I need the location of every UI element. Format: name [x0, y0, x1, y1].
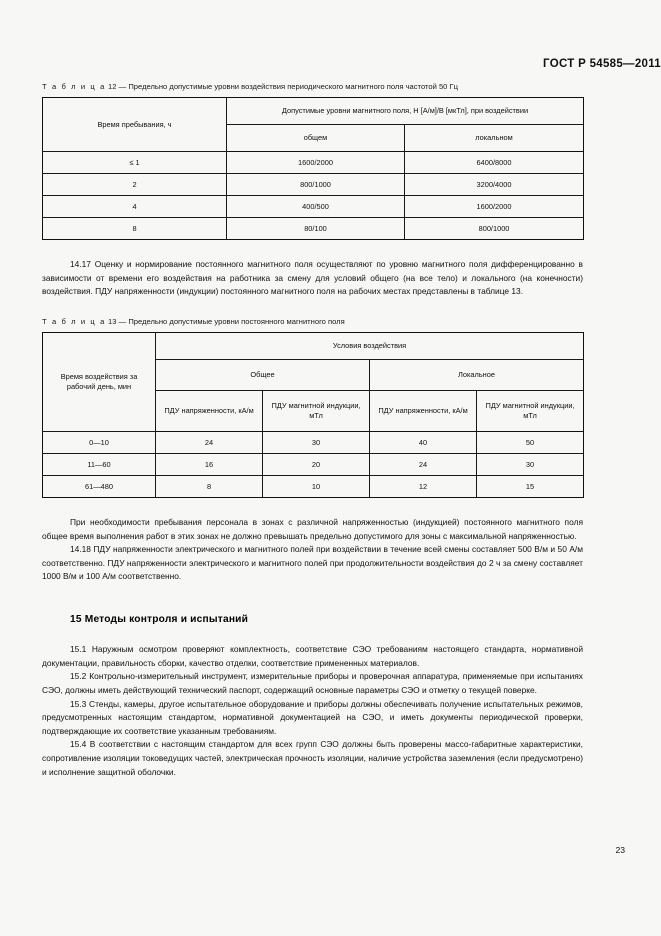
table-row: [43, 174, 584, 196]
table-13-cell-time: 61—480: [43, 476, 156, 498]
paragraph-15-4: 15.4 В соответствии с настоящим стандартом для всех групп СЭО должны быть проверены массо-габаритные характеристики, сопротивление изоляции токоведущих частей, электрическая прочность изоляции, наличие устройства заземления (если предусмотрено) и исполнение защитной оболочки.: [42, 739, 583, 777]
table-12-cell-general: 80/100: [227, 218, 405, 240]
table-12-subheader-local: локальном: [405, 125, 584, 152]
table-12-col-levels-header: Допустимые уровни магнитного поля, Н [А/м]/В [мкТл], при воздействии: [227, 98, 584, 125]
table-row: [43, 218, 584, 240]
table-12-header-row-1: [43, 98, 584, 125]
table-13-col-conditions-header: Условия воздействия: [156, 333, 584, 360]
table-13-subheader-general-induction: ПДУ магнитной индукции, мТл: [263, 391, 370, 432]
table-12-caption: [42, 82, 583, 91]
table-12-caption-number: 12: [108, 82, 117, 91]
table-13-cell-general-strength: 8: [156, 476, 263, 498]
table-13-subheader-general-strength: ПДУ напряженности, кА/м: [156, 391, 263, 432]
paragraph-15-1: 15.1 Наружным осмотром проверяют комплектность, соответствие СЭО требованиям настоящего стандарта, нормативной документации, правильность сборки, качество отделки, соответствие примененных материалов.: [42, 644, 583, 668]
table-13-caption-number: 13: [108, 316, 117, 326]
table-12-col-time-header: Время пребывания, ч: [43, 98, 227, 152]
paragraph-14-18: 14.18 ПДУ напряженности электрического и магнитного полей при воздействии в течение всей смены составляет 500 В/м и 50 А/м соответственно. ПДУ напряженности электрического и магнитного полей при продолжительности воздействия до 2 ч за смену составляет 1000 В/м и 100 А/м соответственно.: [42, 544, 583, 582]
table-13-cell-time: 0—10: [43, 432, 156, 454]
table-12-cell-local: 800/1000: [405, 218, 584, 240]
table-13: [42, 332, 584, 498]
table-row: [43, 454, 584, 476]
table-12-cell-time: 2: [43, 174, 227, 196]
table-13-cell-general-strength: 24: [156, 432, 263, 454]
table-13-cell-local-strength: 40: [370, 432, 477, 454]
table-12-cell-general: 800/1000: [227, 174, 405, 196]
table-13-caption-label: Т а б л и ц а: [42, 316, 106, 326]
table-13-col-time-header: Время воздействия за рабочий день, мин: [43, 333, 156, 432]
table-13-subheader-local-strength: ПДУ напряженности, кА/м: [370, 391, 477, 432]
page-number: 23: [615, 845, 625, 855]
paragraph-zones: При необходимости пребывания персонала в зонах с различной напряженностью (индукцией) постоянного магнитного поля общее время выполнения работ в этих зонах не должно превышать предельно допустимого для зоны с максимальной напряженностью.: [42, 517, 583, 541]
table-12-cell-time: 8: [43, 218, 227, 240]
paragraph-15-3: 15.3 Стенды, камеры, другое испытательное оборудование и приборы должны обеспечивать получение испытательных режимов, предусмотренных настоящим стандартом, нормативной документацией на СЭО, и иметь документы периодической проверки, подтверждающие их соответствие указанным требованиям.: [42, 698, 583, 736]
paragraph-14-17: 14.17 Оценку и нормирование постоянного магнитного поля осуществляют по уровню магнитного поля дифференцированно в зависимости от времени его воздействия на работника за смену для условий общего (на все тело) и локального (на конечности) воздействия. ПДУ напряженности (индукции) постоянного магнитного поля на рабочих местах представлены в таблице 13.: [42, 259, 583, 297]
table-13-cell-general-induction: 20: [263, 454, 370, 476]
table-12-cell-local: 1600/2000: [405, 196, 584, 218]
table-12-cell-local: 6400/8000: [405, 152, 584, 174]
table-13-caption: [42, 317, 583, 326]
table-13-cell-local-induction: 15: [477, 476, 584, 498]
standard-header: ГОСТ Р 54585—2011: [543, 58, 661, 70]
table-13-cell-time: 11—60: [43, 454, 156, 476]
paragraph-15-2: 15.2 Контрольно-измерительный инструмент, измерительные приборы и проверочная аппаратура, применяемые при испытаниях СЭО, должны иметь действующий технический паспорт, содержащий основные параметры СЭО и отметку о текущей поверке.: [42, 671, 583, 695]
table-12-subheader-general: общем: [227, 125, 405, 152]
table-13-cell-local-strength: 24: [370, 454, 477, 476]
table-13-caption-text: — Предельно допустимые уровни постоянного магнитного поля: [118, 316, 345, 326]
table-row: [43, 152, 584, 174]
table-13-subheader-local-induction: ПДУ магнитной индукции, мТл: [477, 391, 584, 432]
table-13-cell-local-strength: 12: [370, 476, 477, 498]
table-13-group-general: Общее: [156, 360, 370, 391]
table-13-cell-general-induction: 10: [263, 476, 370, 498]
table-13-cell-local-induction: 50: [477, 432, 584, 454]
table-row: [43, 476, 584, 498]
table-12-cell-time: 4: [43, 196, 227, 218]
table-13-group-local: Локальное: [370, 360, 584, 391]
table-12-cell-general: 400/500: [227, 196, 405, 218]
page-content: [42, 0, 583, 779]
table-12-cell-local: 3200/4000: [405, 174, 584, 196]
section-15-title: 15 Методы контроля и испытаний: [70, 614, 249, 626]
table-12-caption-label: Т а б л и ц а: [42, 82, 106, 91]
table-row: [43, 196, 584, 218]
table-row: [43, 432, 584, 454]
table-12-caption-text: — Предельно допустимые уровни воздействия периодического магнитного поля частотой 50 Гц: [118, 82, 458, 91]
table-13-cell-general-induction: 30: [263, 432, 370, 454]
table-13-cell-general-strength: 16: [156, 454, 263, 476]
table-12-cell-general: 1600/2000: [227, 152, 405, 174]
table-13-cell-local-induction: 30: [477, 454, 584, 476]
table-12: [42, 97, 584, 240]
table-13-header-row-1: [43, 333, 584, 360]
table-12-cell-time: ≤ 1: [43, 152, 227, 174]
